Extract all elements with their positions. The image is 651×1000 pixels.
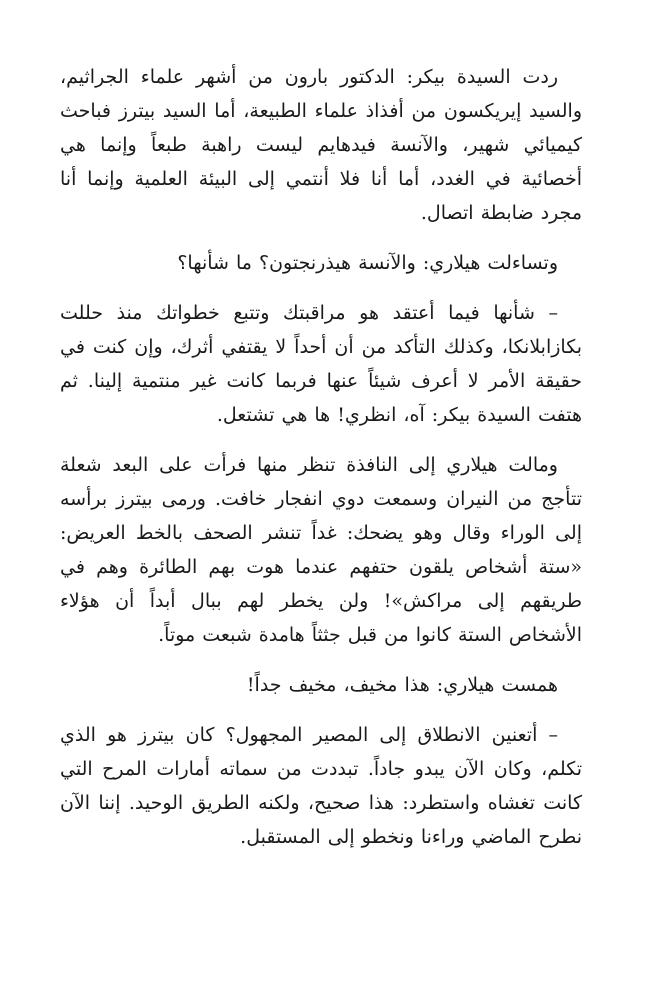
paragraph: وتساءلت هيلاري: والآنسة هيذرنجتون؟ ما شأنها؟ [177,252,558,274]
paragraph: همست هيلاري: هذا مخيف، مخيف جداً! [246,674,558,696]
paragraph: – أتعنين الانطلاق إلى المصير المجهول؟ كان بيترز هو الذي تكلم، وكان الآن يبدو جاداً. تبددت من سماته أمارات المرح التي كانت تغشاه واستطرد: هذا صحيح، ولكنه الطريق الوحيد. إننا الآن نطرح الماضي وراءنا ونخطو إلى المستقبل. [60,724,582,848]
paragraph: ردت السيدة بيكر: الدكتور بارون من أشهر علماء الجراثيم، والسيد إيريكسون من أفذاذ علماء الطبيعة، أما السيد بيترز فباحث كيميائي شهير، والآنسة فيدهايم ليست راهبة طبعاً وإنما هي أخصائية في الغدد، أما أنا فلا أنتمي إلى البيئة العلمية وإنما أنا مجرد ضابطة اتصال. [60,66,582,224]
book-page [60,60,582,854]
paragraph: ومالت هيلاري إلى النافذة تنظر منها فرأت على البعد شعلة تتأجج من النيران وسمعت دوي انفجار خافت. ورمى بيترز برأسه إلى الوراء وقال وهو يضحك: غداً تنشر الصحف بالخط العريض: «ستة أشخاص يلقون حتفهم عندما هوت بهم الطائرة وهم في طريقهم إلى مراكش»! ولن يخطر لهم ببال أبداً أن هؤلاء الأشخاص الستة كانوا من قبل جثثاً هامدة شبعت موتاً. [60,454,582,646]
paragraph: – شأنها فيما أعتقد هو مراقبتك وتتبع خطواتك منذ حللت بكازابلانكا، وكذلك التأكد من أن أحداً لا يقتفي أثرك، وإن كنت في حقيقة الأمر لا أعرف شيئاً عنها فربما كانت غير منتمية إلينا. ثم هتفت السيدة بيكر: آه، انظري! ها هي تشتعل. [60,302,582,426]
